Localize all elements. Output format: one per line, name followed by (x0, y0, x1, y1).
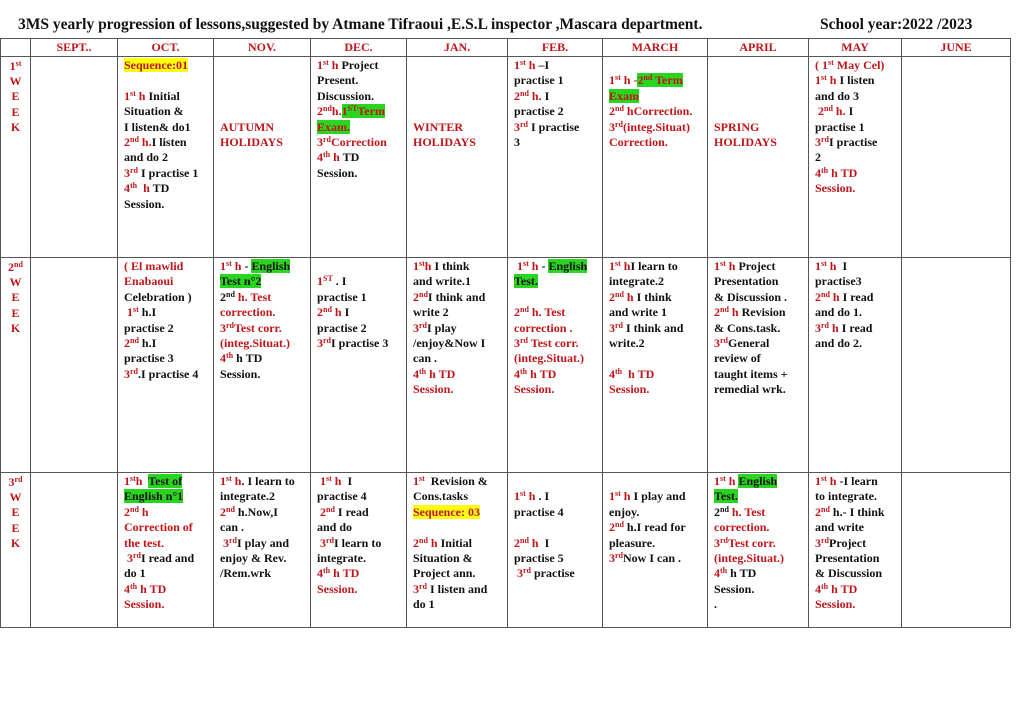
cell-march: 1st h -2nd Term Exam 2nd hCorrection. 3rd(integ.Situat) Correction. (603, 57, 708, 258)
cell-jan: 1st Revision & Cons.tasks Sequence: 03 2nd h Initial Situation & Project ann. 3rd I listen and do 1 (407, 473, 508, 628)
cell-nov: AUTUMN HOLIDAYS (214, 57, 311, 258)
cell-april: SPRING HOLIDAYS (708, 57, 809, 258)
cell-oct: ( El mawlid Enabaoui Celebration ) 1st h.I practise 2 2nd h.I practise 3 3rd.I practise 4 (118, 258, 214, 473)
cell-may: ( 1st May Cel) 1st h I listen and do 3 2nd h. I practise 1 3rdI practise 2 4th h TD Session. (809, 57, 902, 258)
school-year: School year:2022 /2023 (820, 16, 973, 33)
month-header-row (1, 39, 1011, 57)
month-header: FEB. (508, 39, 603, 57)
week-row (1, 57, 1011, 258)
cell-april: 1st h Project Presentation & Discussion . 2nd h Revision & Cons.task. 3rdGeneral review of taught items + remedial wrk. (708, 258, 809, 473)
month-header: JAN. (407, 39, 508, 57)
cell-june (902, 473, 1011, 628)
week-label: 3rd W E E K (1, 473, 31, 628)
document-title: 3MS yearly progression of lessons,suggested by Atmane Tifraoui ,E.S.L inspector ,Mascara department. (18, 16, 703, 33)
cell-sept (31, 57, 118, 258)
month-header: JUNE (902, 39, 1011, 57)
month-header: MAY (809, 39, 902, 57)
cell-march: 1st h I play and enjoy. 2nd h.I read for pleasure. 3rdNow I can . (603, 473, 708, 628)
cell-nov: 1st h. I learn to integrate.2 2nd h.Now,I can . 3rdI play and enjoy & Rev. /Rem.wrk (214, 473, 311, 628)
month-header: OCT. (118, 39, 214, 57)
cell-june (902, 57, 1011, 258)
cell-dec: 1st h I practise 4 2nd I read and do 3rdI learn to integrate. 4th h TD Session. (311, 473, 407, 628)
cell-feb: 1st h - English Test. 2nd h. Test correction . 3rd Test corr. (integ.Situat.) 4th h TD Session. (508, 258, 603, 473)
cell-jan: WINTER HOLIDAYS (407, 57, 508, 258)
sequence-label: Sequence: 03 (413, 504, 480, 519)
cell-june (902, 258, 1011, 473)
progression-table (0, 38, 1011, 628)
cell-sept (31, 258, 118, 473)
sequence-label: Sequence:01 (124, 58, 188, 72)
cell-feb: 1st h –I practise 1 2nd h. I practise 2 3rd I practise 3 (508, 57, 603, 258)
month-header: NOV. (214, 39, 311, 57)
week-row (1, 258, 1011, 473)
week-label: 1st W E E K (1, 57, 31, 258)
week-row (1, 473, 1011, 628)
cell-oct: Sequence:01 1st h Initial Situation & I listen& do1 2nd h.I listen and do 2 3rd I practise 1 4th h TD Session. (118, 57, 214, 258)
document-header (8, 16, 1013, 38)
cell-jan: 1sth I think and write.1 2ndI think and write 2 3rdI play /enjoy&Now I can . 4th h TD Session. (407, 258, 508, 473)
cell-dec: 1st h Project Present. Discussion. 2ndh.1STTerm Exam. 3rdCorrection 4th h TD Session. (311, 57, 407, 258)
cell-may: 1st h I practise3 2nd h I read and do 1. 3rd h I read and do 2. (809, 258, 902, 473)
month-header: DEC. (311, 39, 407, 57)
corner-cell (1, 39, 31, 57)
cell-feb: 1st h . I practise 4 2nd h I practise 5 3rd practise (508, 473, 603, 628)
cell-oct: 1sth Test of English n°1 2nd h Correction of the test. 3rdI read and do 1 4th h TD Session. (118, 473, 214, 628)
week-label: 2nd W E E K (1, 258, 31, 473)
cell-sept (31, 473, 118, 628)
cell-nov: 1st h - English Test n°2 2nd h. Test correction. 3rdTest corr. (integ.Situat.) 4th h TD Session. (214, 258, 311, 473)
cell-dec: 1ST . I practise 1 2nd h I practise 2 3rdI practise 3 (311, 258, 407, 473)
month-header: APRIL (708, 39, 809, 57)
cell-april: 1st h English Test. 2nd h. Test correction. 3rdTest corr. (integ.Situat.) 4th h TD Session. . (708, 473, 809, 628)
cell-march: 1st hI learn to integrate.2 2nd h I think and write 1 3rd I think and write.2 4th h TD Session. (603, 258, 708, 473)
month-header: MARCH (603, 39, 708, 57)
cell-may: 1st h -I learn to integrate. 2nd h.- I think and write 3rdProject Presentation & Discussion 4th h TD Session. (809, 473, 902, 628)
month-header: SEPT.. (31, 39, 118, 57)
